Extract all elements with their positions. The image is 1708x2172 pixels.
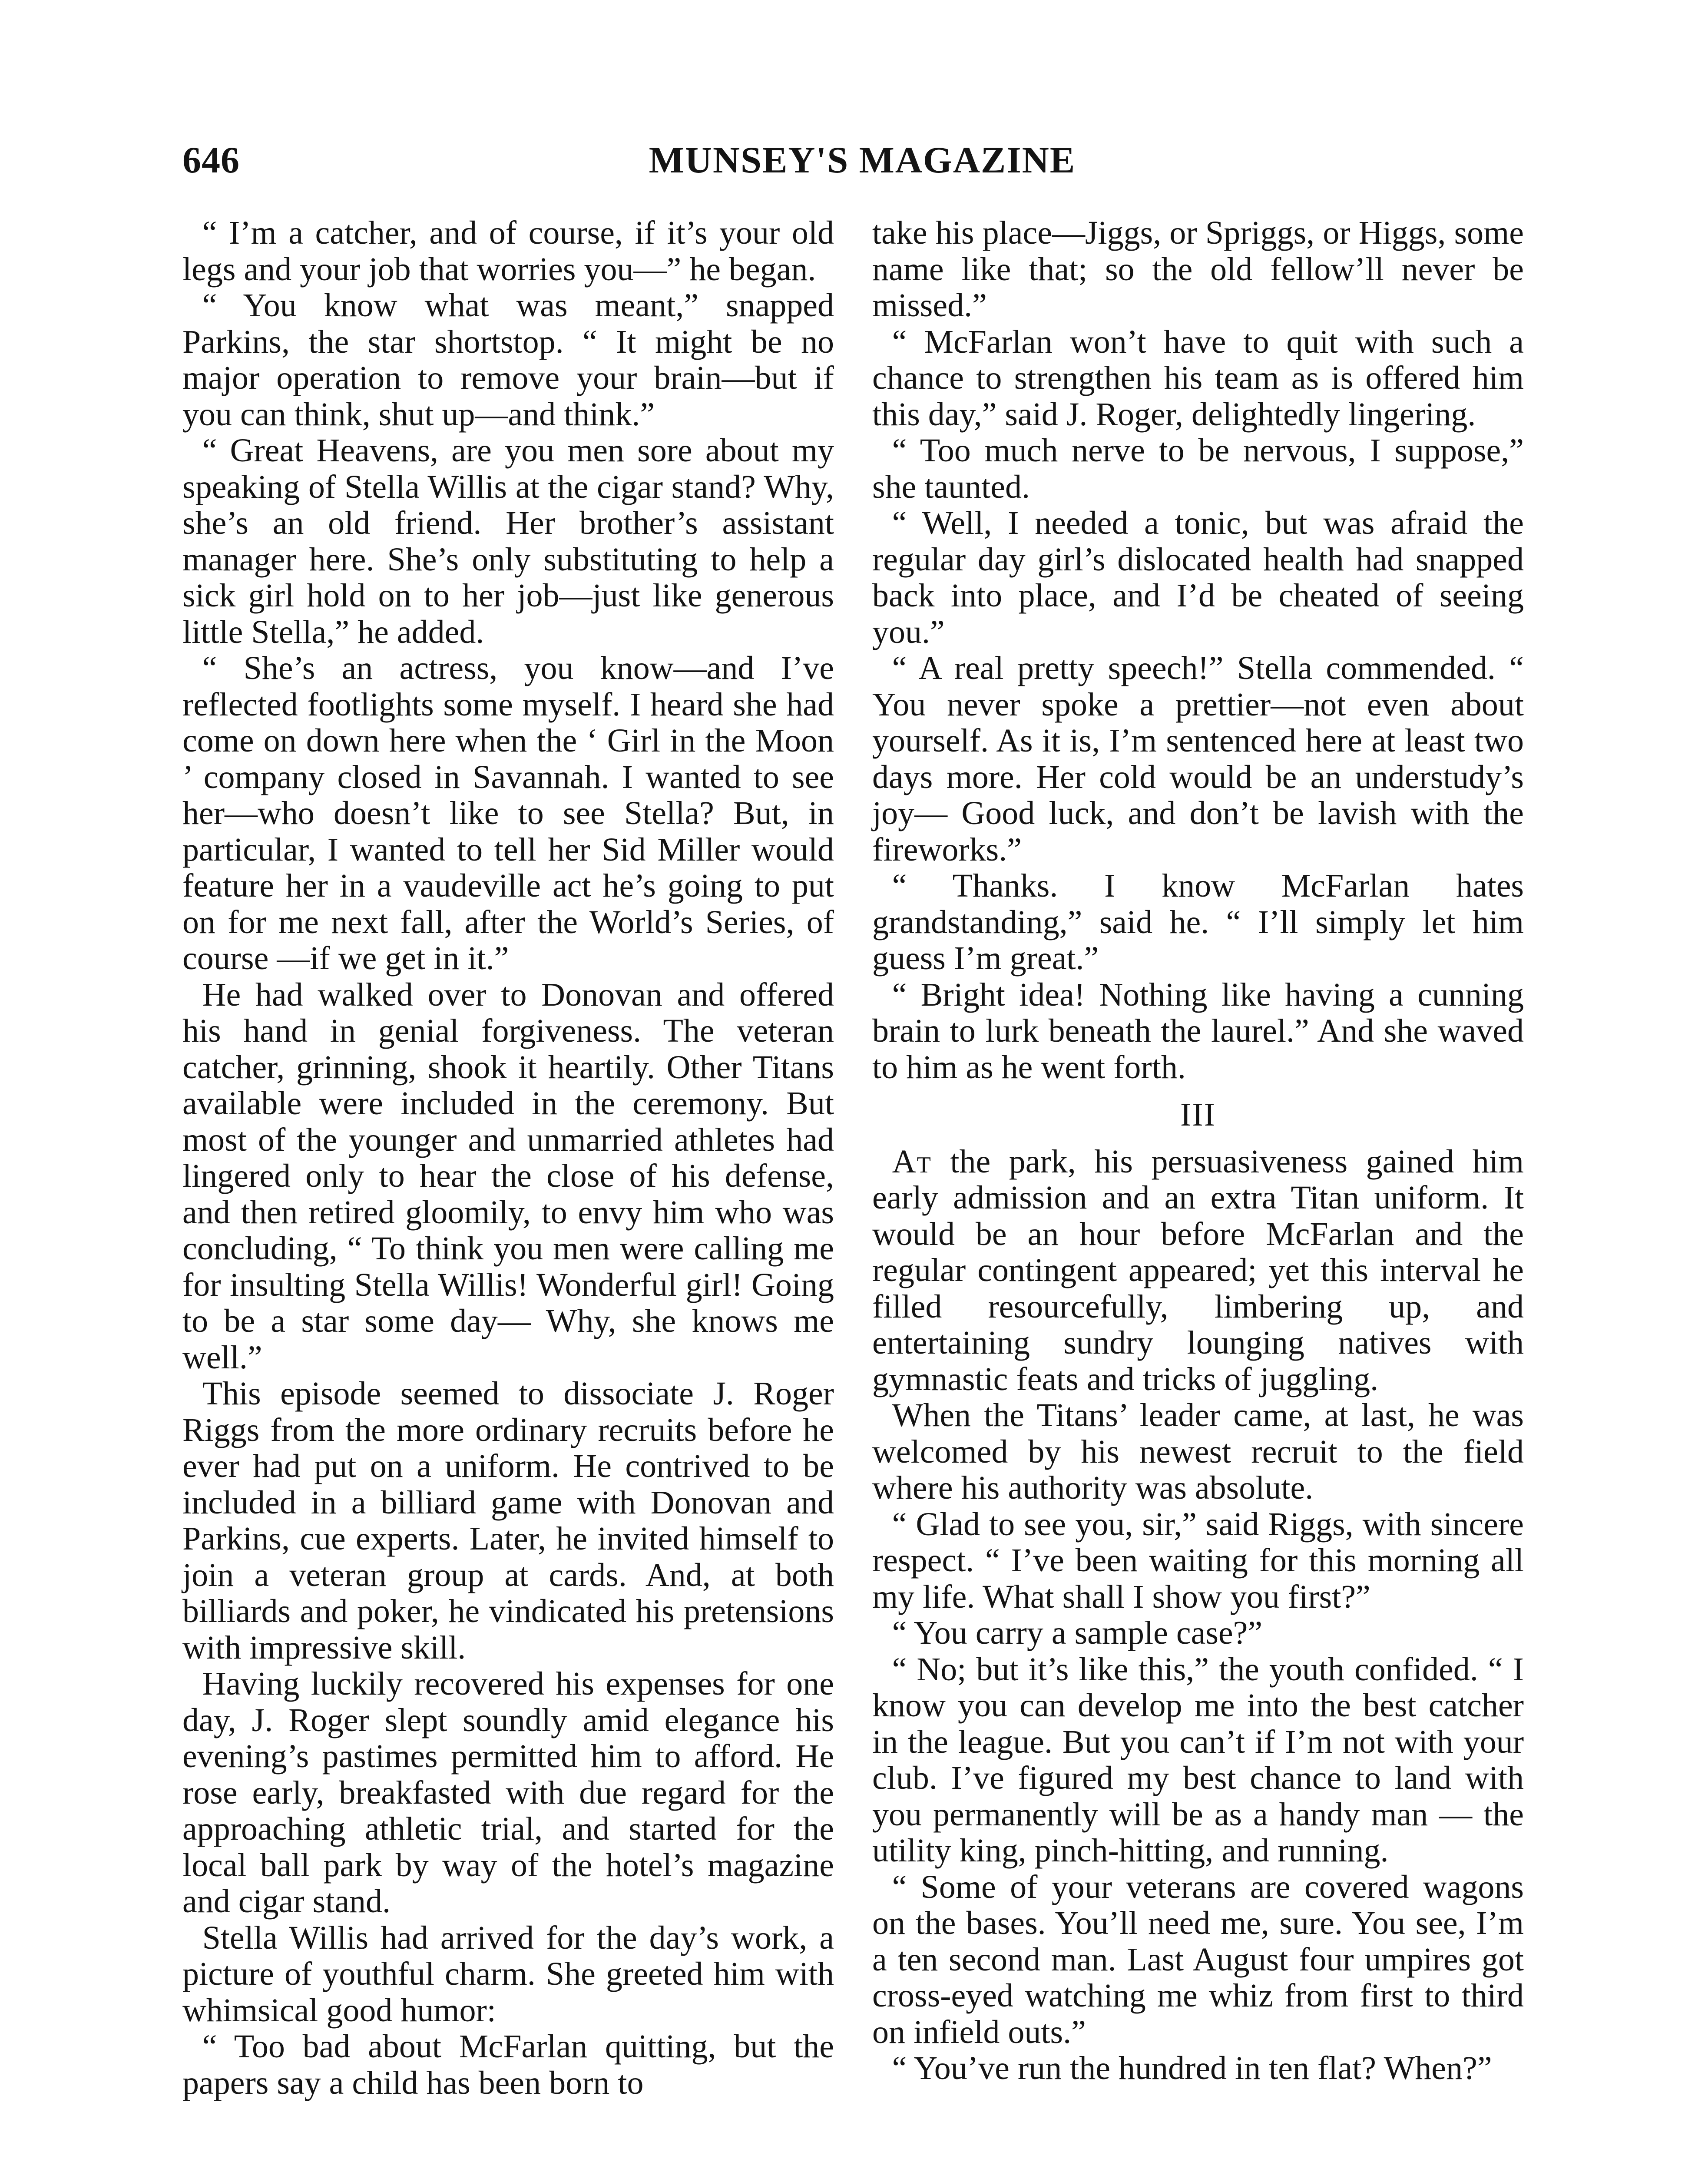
paragraph: “ You’ve run the hundred in ten flat? When?” bbox=[892, 2050, 1492, 2086]
running-head: MUNSEY'S MAGAZINE bbox=[649, 139, 1076, 181]
right-column-after-section bbox=[872, 1397, 1524, 2087]
paragraph: “ I’m a catcher, and of course, if it’s your old legs and your job that worries you—” he began. bbox=[182, 215, 834, 288]
section-opening-smallcaps: At bbox=[892, 1143, 932, 1180]
paragraph: “ Great Heavens, are you men sore about my speaking of Stella Willis at the cigar stand? Why, she’s an old friend. Her brother’s assistant manager here. She’s only substituting to help a sick girl hold on to her job—just like generous little Stella,” he added. bbox=[182, 432, 834, 650]
page-number: 646 bbox=[182, 139, 240, 181]
paragraph: He had walked over to Donovan and offered his hand in genial forgiveness. The veteran catcher, grinning, shook it heartily. Other Titans available were included in the ceremony. But most of the younger and unmarried athletes had lingered only to hear the close of his defense, and then retired gloomily, to envy him who was concluding, “ To think you men were calling me for insulting Stella Willis! Wonderful girl! Going to be a star some day— Why, she knows me well.” bbox=[182, 976, 834, 1376]
paragraph: This episode seemed to dissociate J. Roger Riggs from the more ordinary recruits before he ever had put on a uniform. He contrived to be included in a billiard game with Donovan and Parkins, cue experts. Later, he invited himself to join a veteran group at cards. And, at both billiards and poker, he vindicated his pretensions with impressive skill. bbox=[182, 1375, 834, 1666]
paragraph: “ You carry a sample case?” bbox=[892, 1615, 1263, 1651]
paragraph: Stella Willis had arrived for the day’s work, a picture of youthful charm. She greeted him with whimsical good humor: bbox=[182, 1919, 834, 2029]
section-heading: III bbox=[1180, 1096, 1216, 1133]
paragraph: When the Titans’ leader came, at last, he was welcomed by his newest recruit to the field where his authority was absolute. bbox=[872, 1397, 1524, 1506]
paragraph: “ McFarlan won’t have to quit with such a chance to strengthen his team as is offered him this day,” said J. Roger, delightedly lingering. bbox=[872, 323, 1524, 433]
left-column bbox=[182, 215, 834, 2101]
paragraph: take his place—Jiggs, or Spriggs, or Higgs, some name like that; so the old fellow’ll never be missed.” bbox=[872, 215, 1524, 324]
paragraph: Having luckily recovered his expenses for one day, J. Roger slept soundly amid elegance his evening’s pastimes permitted him to afford. He rose early, breakfasted with due regard for the approaching athletic trial, and started for the local ball park by way of the hotel’s magazine and cigar stand. bbox=[182, 1665, 834, 1920]
paragraph: “ A real pretty speech!” Stella commended. “ You never spoke a prettier—not even about yourself. As it is, I’m sentenced here at least two days more. Her cold would be an understudy’s joy— Good luck, and don’t be lavish with the fireworks.” bbox=[872, 650, 1524, 868]
paragraph: “ Bright idea! Nothing like having a cunning brain to lurk beneath the laurel.” And she waved to him as he went forth. bbox=[872, 976, 1524, 1086]
paragraph: “ Glad to see you, sir,” said Riggs, with sincere respect. “ I’ve been waiting for this morning all my life. What shall I show you first?” bbox=[872, 1506, 1524, 1615]
paragraph: “ Well, I needed a tonic, but was afraid the regular day girl’s dislocated health had snapped back into place, and I’d be cheated of seeing you.” bbox=[872, 505, 1524, 650]
paragraph: “ Thanks. I know McFarlan hates grandstanding,” said he. “ I’ll simply let him guess I’m great.” bbox=[872, 867, 1524, 977]
paragraph: “ Some of your veterans are covered wagons on the bases. You’ll need me, sure. You see, I’m a ten second man. Last August four umpires got cross-eyed watching me whiz from first to third on infield outs.” bbox=[872, 1868, 1524, 2050]
paragraph: “ She’s an actress, you know—and I’ve reflected footlights some myself. I heard she had come on down here when the ‘ Girl in the Moon ’ company closed in Savannah. I wanted to see her—who doesn’t like to see Stella? But, in particular, I wanted to tell her Sid Miller would feature her in a vaudeville act he’s going to put on for me next fall, after the World’s Series, of course —if we get in it.” bbox=[182, 650, 834, 977]
paragraph: “ Too bad about McFarlan quitting, but the papers say a child has been born to bbox=[182, 2028, 834, 2101]
right-column bbox=[872, 215, 1524, 2087]
section-opening-text: the park, his persuasiveness gained him early admission and an extra Titan uniform. It would be an hour before McFarlan and the regular contingent appeared; yet this interval he filled resourcefully, limbering up, and entertaining sundry lounging natives with gymnastic feats and tricks of juggling. bbox=[872, 1143, 1524, 1397]
right-column-before-section bbox=[872, 215, 1524, 1086]
paragraph: “ You know what was meant,” snapped Parkins, the star shortstop. “ It might be no major operation to remove your brain—but if you can think, shut up—and think.” bbox=[182, 287, 834, 433]
page-header bbox=[182, 138, 1542, 190]
paragraph: “ Too much nerve to be nervous, I suppose,” she taunted. bbox=[872, 432, 1524, 505]
paragraph: “ No; but it’s like this,” the youth confided. “ I know you can develop me into the best catcher in the league. But you can’t if I’m not with your club. I’ve figured my best chance to land with you permanently will be as a handy man — the utility king, pinch-hitting, and running. bbox=[872, 1651, 1524, 1869]
section-opening-paragraph bbox=[872, 1144, 1524, 1398]
